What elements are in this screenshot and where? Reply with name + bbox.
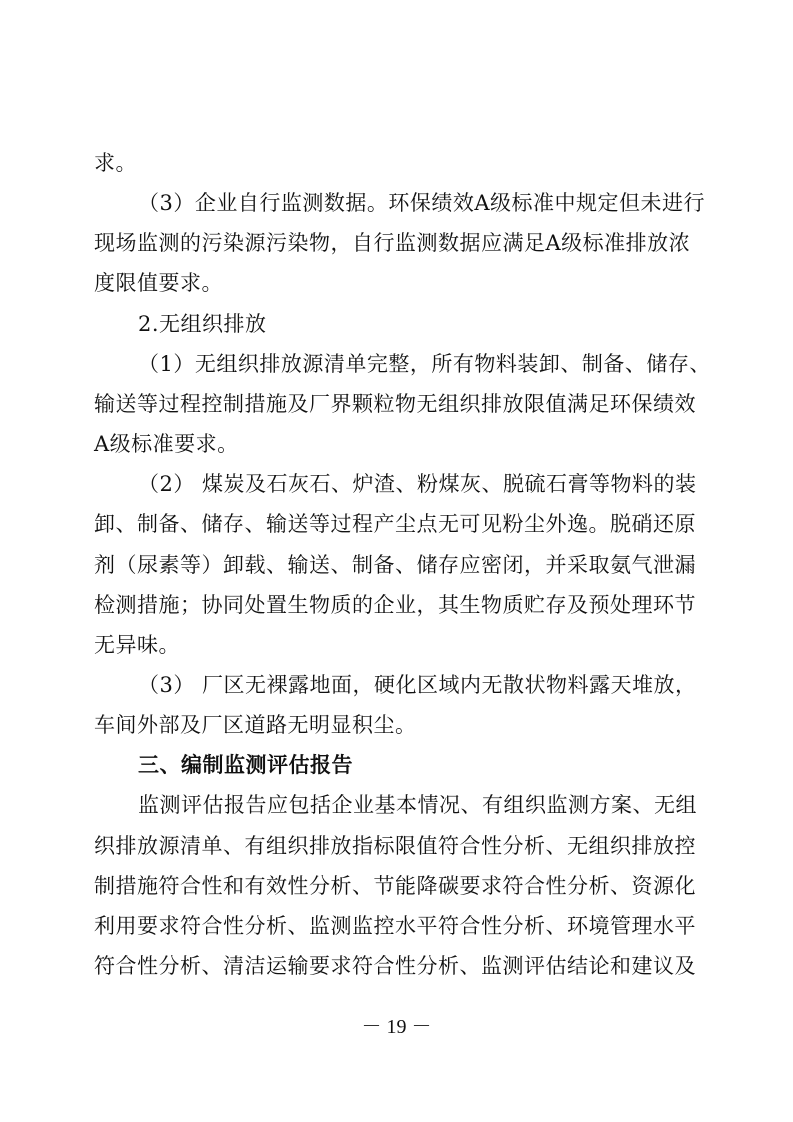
text-line xyxy=(0,946,793,986)
list-item-3-text: （3）企业自行监测数据。环保绩效A级标准中规定但未进行 xyxy=(138,191,706,215)
page-number: － 19 － xyxy=(361,1016,432,1038)
text-line xyxy=(0,183,793,223)
list-item-3b-text: （3） 厂区无裸露地面，硬化区域内无散状物料露天堆放， xyxy=(138,673,697,697)
text-line xyxy=(0,545,793,585)
text-line xyxy=(0,263,793,303)
text-line xyxy=(0,826,793,866)
paragraph-text: 符合性分析、清洁运输要求符合性分析、监测评估结论和建议及 xyxy=(94,954,696,978)
list-item-2-text: （2） 煤炭及石灰石、炉渣、粉煤灰、脱硫石膏等物料的装 xyxy=(138,472,697,496)
list-item-3b-text: 车间外部及厂区道路无明显积尘。 xyxy=(94,713,417,737)
text-line xyxy=(0,344,793,384)
paragraph-continuation: 求。 xyxy=(94,151,137,175)
text-line xyxy=(0,665,793,705)
list-item-1-text: 输送等过程控制措施及厂界颗粒物无组织排放限值满足环保绩效 xyxy=(94,392,696,416)
paragraph-text: 监测评估报告应包括企业基本情况、有组织监测方案、无组 xyxy=(138,793,697,817)
text-line xyxy=(0,304,793,344)
text-line xyxy=(0,384,793,424)
paragraph-text: 制措施符合性和有效性分析、节能降碳要求符合性分析、资源化 xyxy=(94,874,696,898)
text-line xyxy=(0,424,793,464)
list-item-3-text: 度限值要求。 xyxy=(94,271,223,295)
list-item-2-text: 检测措施；协同处置生物质的企业，其生物质贮存及预处理环节 xyxy=(94,593,696,617)
text-line xyxy=(0,745,793,785)
list-item-2-text: 卸、制备、储存、输送等过程产尘点无可见粉尘外逸。脱硝还原 xyxy=(94,512,696,536)
text-line xyxy=(0,223,793,263)
text-line xyxy=(0,785,793,825)
text-line xyxy=(0,866,793,906)
text-line xyxy=(0,143,793,183)
text-line xyxy=(0,705,793,745)
list-item-1-text: （1）无组织排放源清单完整，所有物料装卸、制备、储存、 xyxy=(138,352,711,376)
text-line xyxy=(0,504,793,544)
paragraph-text: 织排放源清单、有组织排放指标限值符合性分析、无组织排放控 xyxy=(94,834,696,858)
subsection-heading: 2.无组织排放 xyxy=(138,312,267,336)
text-line xyxy=(0,464,793,504)
text-line xyxy=(0,906,793,946)
list-item-1-text: A级标准要求。 xyxy=(94,432,239,456)
list-item-3-text: 现场监测的污染源污染物，自行监测数据应满足A级标准排放浓 xyxy=(94,231,691,255)
text-line xyxy=(0,585,793,625)
list-item-2-text: 无异味。 xyxy=(94,633,180,657)
text-line xyxy=(0,625,793,665)
paragraph-text: 利用要求符合性分析、监测监控水平符合性分析、环境管理水平 xyxy=(94,914,696,938)
section-heading: 三、编制监测评估报告 xyxy=(138,753,353,777)
list-item-2-text: 剂（尿素等）卸载、输送、制备、储存应密闭，并采取氨气泄漏 xyxy=(94,553,696,577)
